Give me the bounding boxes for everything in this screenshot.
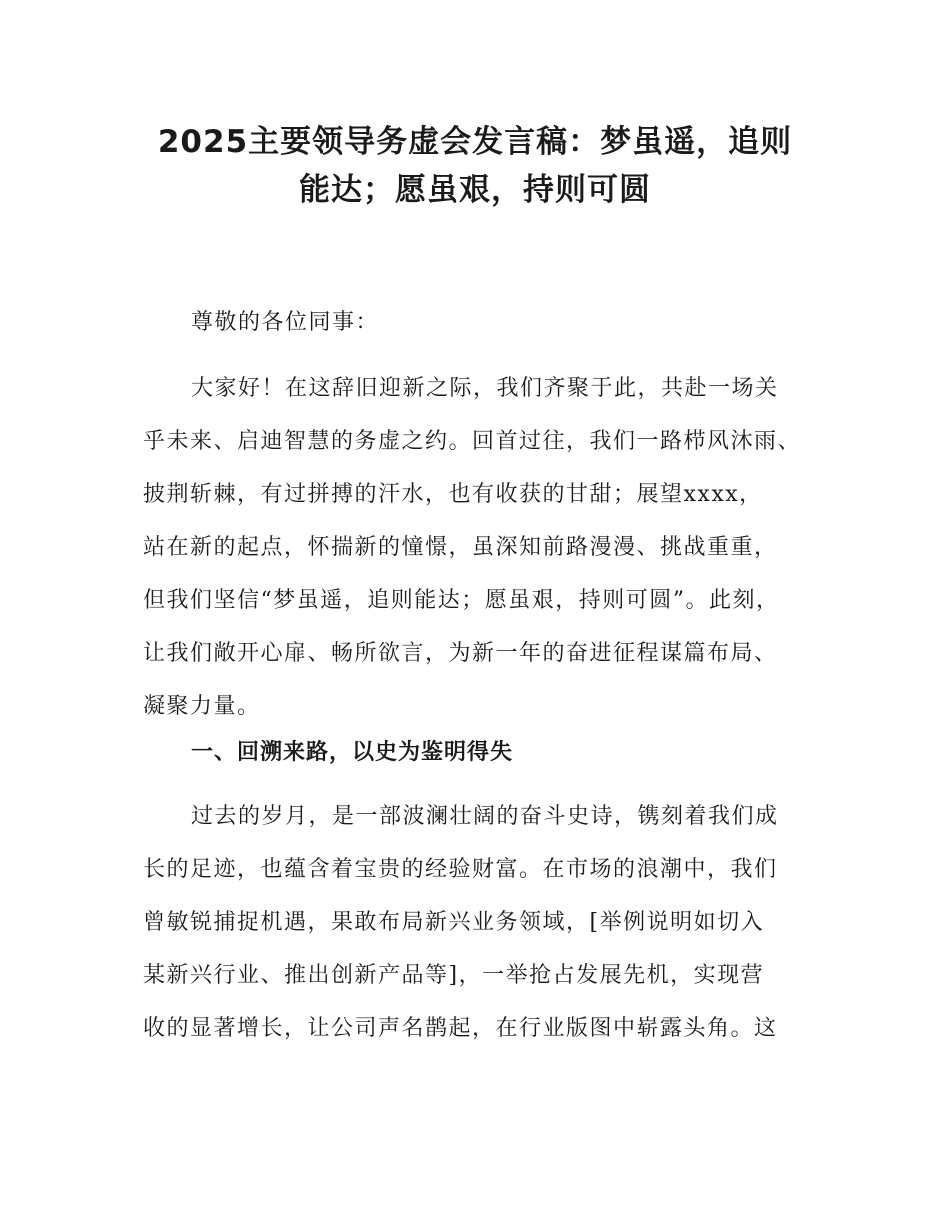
section1-line: 某新兴行业、推出创新产品等]，一举抢占发展先机，实现营 (143, 963, 765, 988)
salutation: 尊敬的各位同事： (191, 310, 380, 335)
section-heading: 一、回溯来路，以史为鉴明得失 (191, 740, 514, 765)
section1-paragraph (143, 790, 811, 1055)
section1-line: 过去的岁月，是一部波澜壮阔的奋斗史诗，镌刻着我们成 (191, 804, 779, 829)
intro-paragraph (143, 362, 811, 733)
salutation-block (143, 296, 811, 349)
intro-line: 乎未来、启迪智慧的务虚之约。回首过往，我们一路栉风沐雨、 (143, 429, 802, 454)
intro-line: 凝聚力量。 (143, 694, 261, 719)
section1-line: 长的足迹，也蕴含着宝贵的经验财富。在市场的浪潮中，我们 (143, 857, 778, 882)
intro-line: 但我们坚信“梦虽遥，追则能达；愿虽艰，持则可圆”。此刻， (143, 588, 780, 613)
section1-line: 曾敏锐捕捉机遇，果敢布局新兴业务领域，[举例说明如切入 (143, 910, 765, 935)
intro-line: 大家好！在这辞旧迎新之际，我们齐聚于此，共赴一场关 (191, 376, 779, 401)
intro-line: 让我们敞开心扉、畅所欲言，为新一年的奋进征程谋篇布局、 (143, 641, 778, 666)
title-line-1: 2025主要领导务虚会发言稿：梦虽遥，追则 (157, 124, 793, 160)
document-title (130, 118, 820, 214)
title-line-2: 能达；愿虽艰，持则可圆 (299, 172, 651, 208)
intro-line: 站在新的起点，怀揣新的憧憬，虽深知前路漫漫、挑战重重， (143, 535, 778, 560)
section1-line: 收的显著增长，让公司声名鹊起，在行业版图中崭露头角。这 (143, 1016, 778, 1041)
intro-line: 披荆斩棘，有过拼搏的汗水，也有收获的甘甜；展望xxxx， (143, 482, 763, 507)
